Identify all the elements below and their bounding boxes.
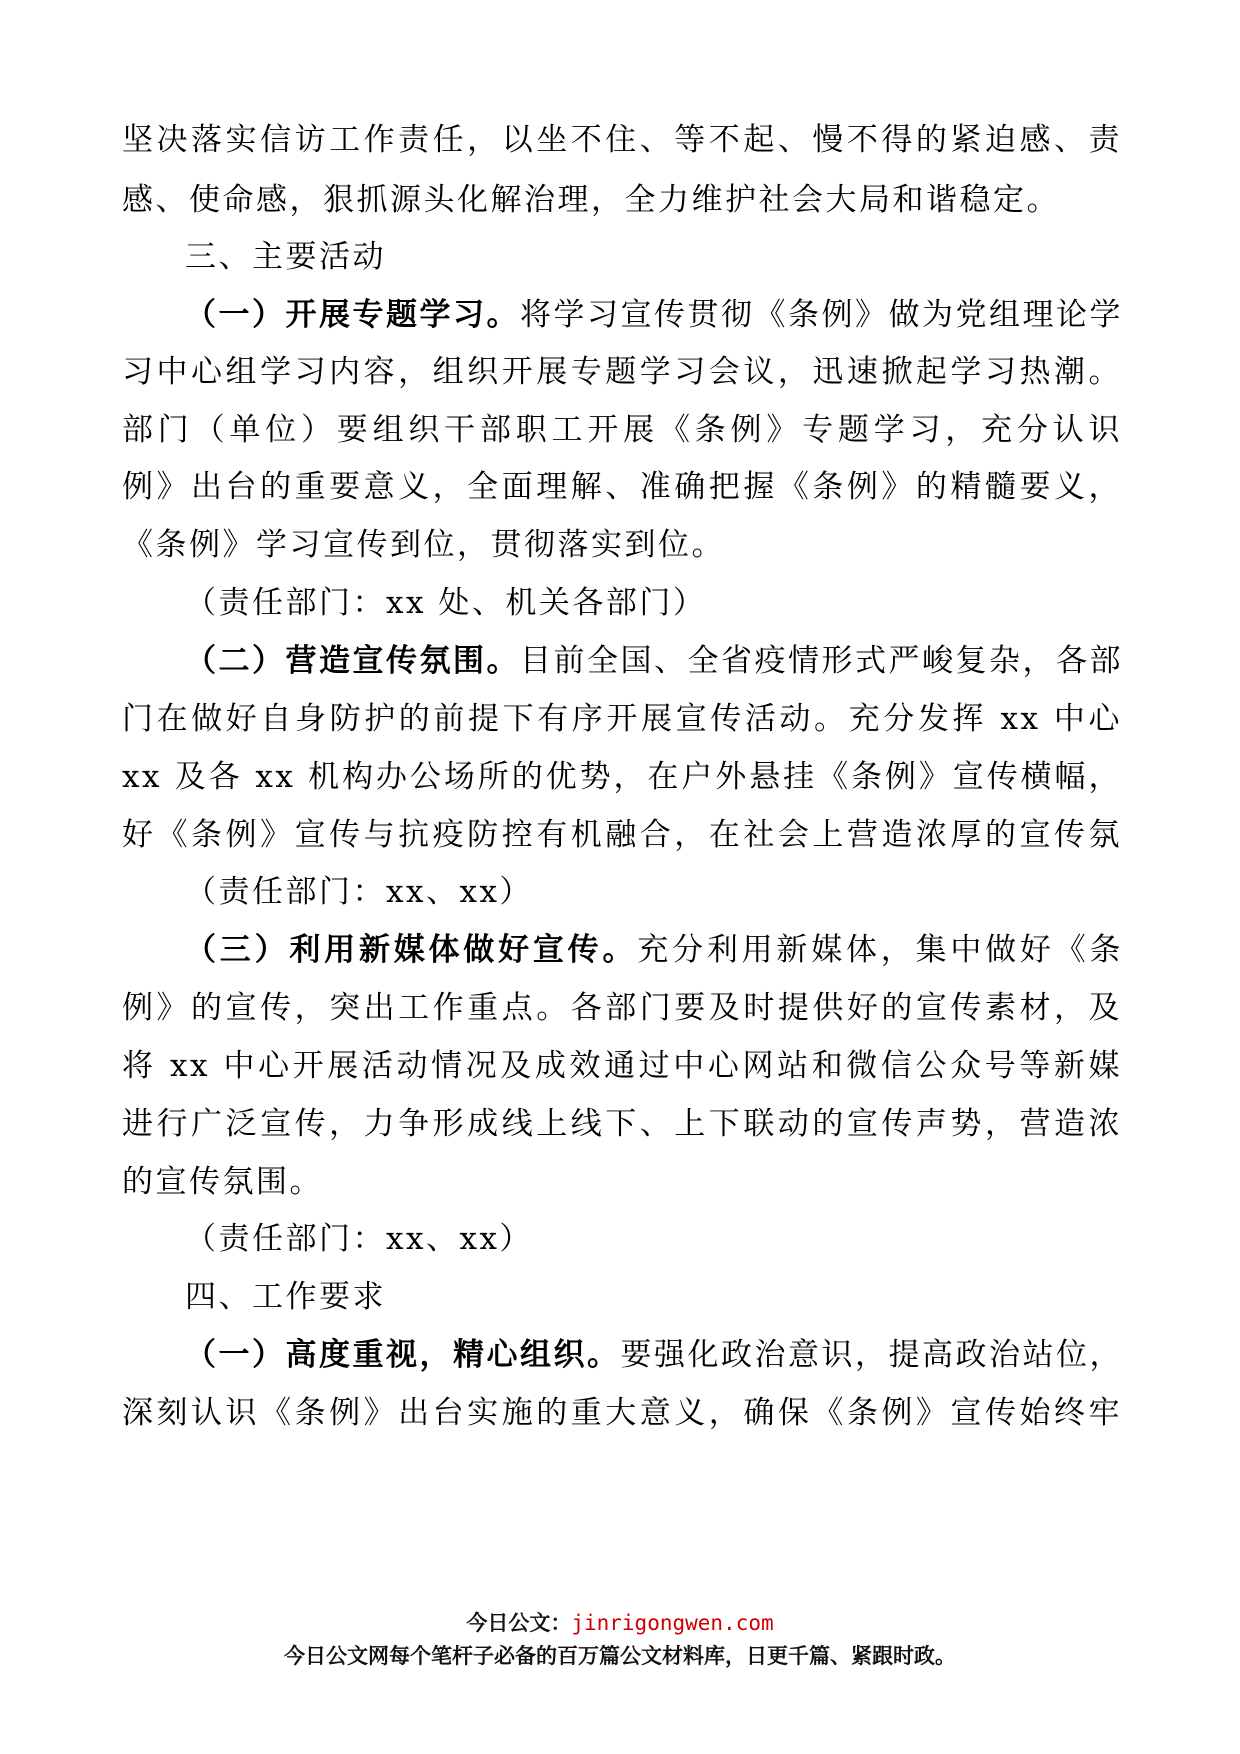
footer-site-label: 今日公文： — [466, 1611, 572, 1635]
paragraph-line: 的宣传氛围。 — [122, 1164, 323, 1200]
paragraph-line: 部门（单位）要组织干部职工开展《条例》专题学习，充分认识 — [122, 412, 1122, 448]
subsection-heading: （一）高度重视，精心组织。 — [185, 1337, 621, 1373]
paragraph-line: 坚决落实信访工作责任，以坐不住、等不起、慢不得的紧迫感、责 — [122, 122, 1122, 158]
section-heading: 三、主要活动 — [185, 239, 386, 275]
responsibility-note: （责任部门：xx 处、机关各部门） — [185, 585, 707, 621]
paragraph-line — [185, 295, 1123, 335]
responsibility-note: （责任部门：xx、xx） — [185, 874, 533, 910]
section-heading: 四、工作要求 — [185, 1279, 386, 1315]
paragraph-line: 例》出台的重要意义，全面理解、准确把握《条例》的精髓要义， — [122, 469, 1122, 505]
subsection-heading: （三）利用新媒体做好宣传。 — [185, 932, 638, 968]
paragraph-line: 将 xx 中心开展活动情况及成效通过中心网站和微信公众号等新媒 — [122, 1048, 1122, 1084]
footer-site-url[interactable]: jinrigongwen.com — [571, 1611, 774, 1635]
paragraph-text: 将学习宣传贯彻《条例》做为党组理论学 — [520, 297, 1123, 333]
paragraph-text: 要强化政治意识，提高政治站位， — [620, 1337, 1123, 1373]
paragraph-line: 感、使命感，狠抓源头化解治理，全力维护社会大局和谐稳定。 — [122, 182, 1060, 218]
paragraph-line: 门在做好自身防护的前提下有序开展宣传活动。充分发挥 xx 中心 — [122, 701, 1122, 737]
paragraph-line: 习中心组学习内容，组织开展专题学习会议，迅速掀起学习热潮。 — [122, 354, 1122, 390]
paragraph-line: 好《条例》宣传与抗疫防控有机融合，在社会上营造浓厚的宣传氛 — [122, 817, 1122, 853]
paragraph-line: xx 及各 xx 机构办公场所的优势，在户外悬挂《条例》宣传横幅， — [122, 759, 1122, 795]
paragraph-line — [185, 930, 1123, 970]
paragraph-line — [185, 1335, 1123, 1375]
footer-site-line — [0, 1609, 1240, 1637]
paragraph-line: 例》的宣传，突出工作重点。各部门要及时提供好的宣传素材，及 — [122, 990, 1122, 1026]
responsibility-note: （责任部门：xx、xx） — [185, 1221, 533, 1257]
paragraph-text: 目前全国、全省疫情形式严峻复杂，各部 — [520, 643, 1123, 679]
footer-slogan: 今日公文网每个笔杆子必备的百万篇公文材料库，日更千篇、紧跟时政。 — [284, 1644, 956, 1668]
paragraph-line — [185, 641, 1123, 681]
paragraph-line: 《条例》学习宣传到位，贯彻落实到位。 — [122, 527, 725, 563]
subsection-heading: （二）营造宣传氛围。 — [185, 643, 520, 679]
paragraph-line: 深刻认识《条例》出台实施的重大意义，确保《条例》宣传始终牢 — [122, 1395, 1122, 1431]
subsection-heading: （一）开展专题学习。 — [185, 297, 520, 333]
paragraph-text: 充分利用新媒体，集中做好《条 — [637, 932, 1123, 968]
paragraph-line: 进行广泛宣传，力争形成线上线下、上下联动的宣传声势，营造浓 — [122, 1106, 1122, 1142]
